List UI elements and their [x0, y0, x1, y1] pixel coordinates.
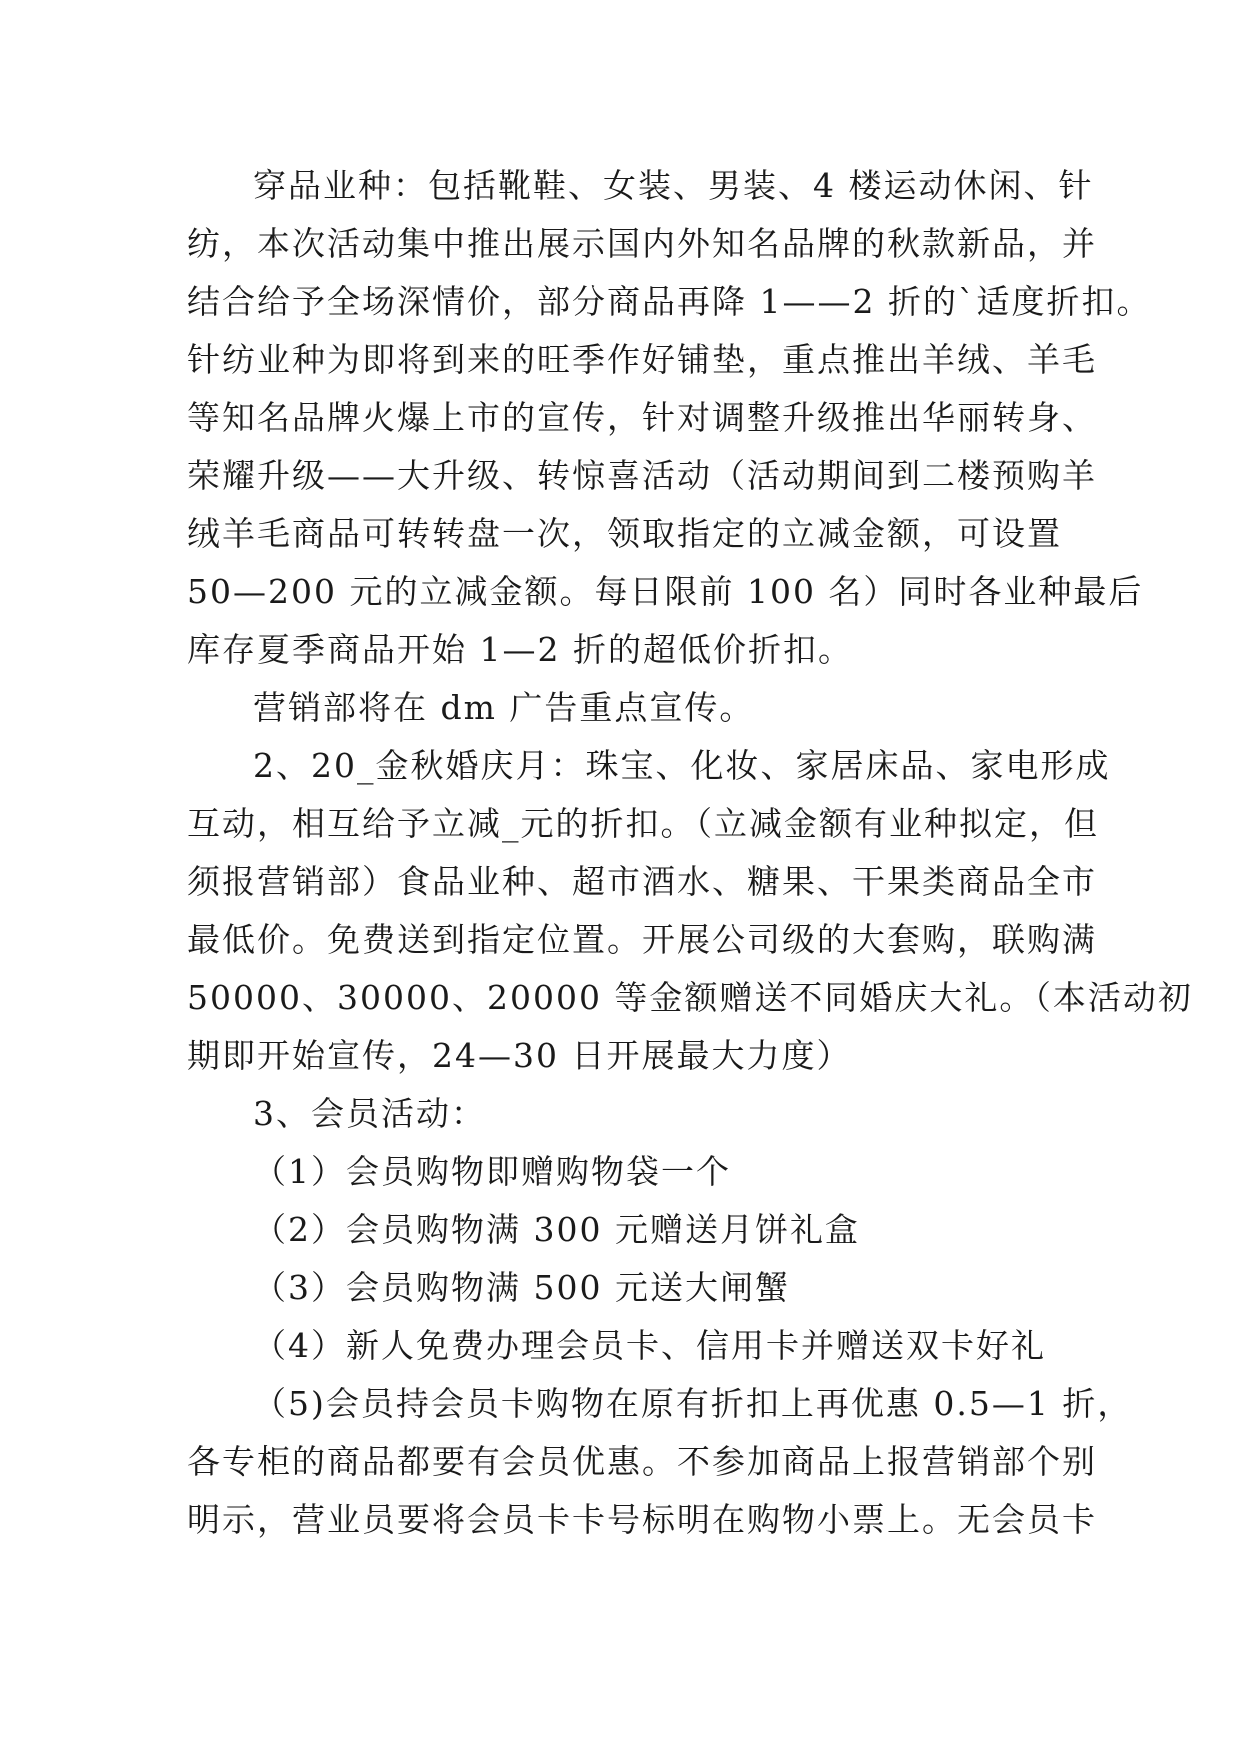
paragraph-line: 明示，营业员要将会员卡卡号标明在购物小票上。无会员卡 — [187, 1500, 1097, 1539]
paragraph-line: 营销部将在 dm 广告重点宣传。 — [253, 688, 755, 727]
list-item: （5)会员持会员卡购物在原有折扣上再优惠 0.5—1 折， — [253, 1384, 1133, 1423]
list-item: （2）会员购物满 300 元赠送月饼礼盒 — [253, 1210, 860, 1249]
paragraph-line: 纺，本次活动集中推出展示国内外知名品牌的秋款新品，并 — [187, 224, 1097, 263]
list-item: （3）会员购物满 500 元送大闸蟹 — [253, 1268, 790, 1307]
paragraph-line: 库存夏季商品开始 1—2 折的超低价折扣。 — [187, 630, 853, 669]
paragraph-line: 须报营销部）食品业种、超市酒水、糖果、干果类商品全市 — [187, 862, 1097, 901]
list-item: （1）会员购物即赠购物袋一个 — [253, 1152, 731, 1191]
paragraph-line: 穿品业种：包括靴鞋、女装、男装、4 楼运动休闲、针 — [253, 166, 1094, 205]
paragraph-line: 2、20_金秋婚庆月：珠宝、化妆、家居床品、家电形成 — [253, 746, 1111, 785]
paragraph-line: 结合给予全场深情价，部分商品再降 1——2 折的`适度折扣。 — [187, 282, 1152, 321]
paragraph-line: 绒羊毛商品可转转盘一次，领取指定的立减金额，可设置 — [187, 514, 1062, 553]
section-heading: 3、会员活动： — [253, 1094, 486, 1133]
paragraph-line: 互动，相互给予立减_元的折扣。（立减金额有业种拟定，但 — [187, 804, 1099, 843]
paragraph-line: 期即开始宣传，24—30 日开展最大力度） — [187, 1036, 852, 1075]
list-item: （4）新人免费办理会员卡、信用卡并赠送双卡好礼 — [253, 1326, 1046, 1365]
paragraph-line: 等知名品牌火爆上市的宣传，针对调整升级推出华丽转身、 — [187, 398, 1097, 437]
paragraph-line: 各专柜的商品都要有会员优惠。不参加商品上报营销部个别 — [187, 1442, 1097, 1481]
paragraph-line: 最低价。免费送到指定位置。开展公司级的大套购，联购满 — [187, 920, 1097, 959]
paragraph-line: 50—200 元的立减金额。每日限前 100 名）同时各业种最后 — [187, 572, 1144, 611]
document-body — [187, 157, 1193, 1549]
paragraph-line: 荣耀升级——大升级、转惊喜活动（活动期间到二楼预购羊 — [187, 456, 1097, 495]
paragraph-line: 针纺业种为即将到来的旺季作好铺垫，重点推出羊绒、羊毛 — [187, 340, 1097, 379]
paragraph-line: 50000、30000、20000 等金额赠送不同婚庆大礼。（本活动初 — [187, 978, 1193, 1017]
